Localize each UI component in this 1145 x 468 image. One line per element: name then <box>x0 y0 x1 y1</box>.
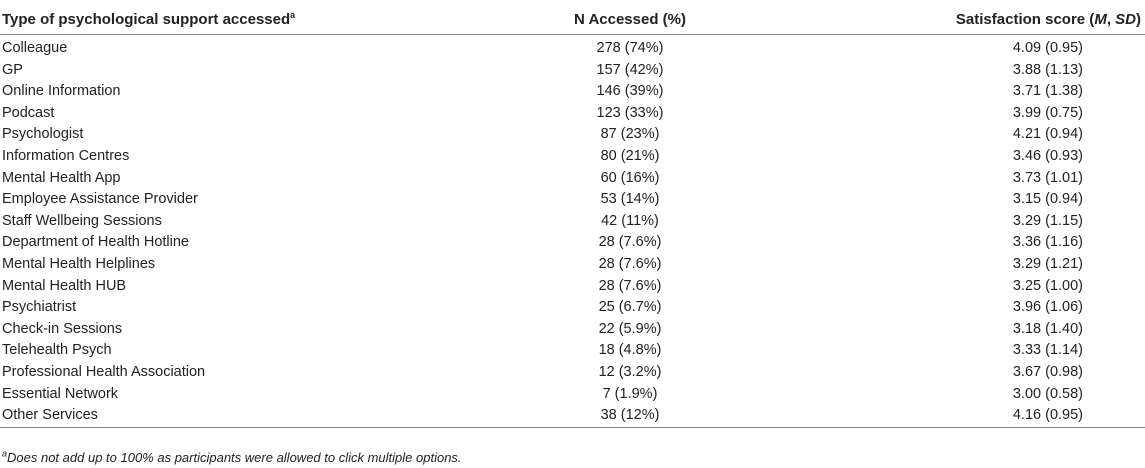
table-row <box>0 405 1145 427</box>
cell-support-type: Other Services <box>0 405 480 427</box>
table-footnote <box>2 450 462 465</box>
table-row <box>0 103 1145 125</box>
cell-n-accessed: 123 (33%) <box>596 104 664 121</box>
cell-satisfaction-score: 3.29 (1.15) <box>1012 212 1083 229</box>
table-row <box>0 362 1145 384</box>
cell-support-type: Mental Health App <box>2 169 121 186</box>
cell-support-type: Colleague <box>2 40 68 56</box>
cell-satisfaction-score: 3.71 (1.38) <box>1012 83 1083 100</box>
cell-support-type: Essential Network <box>2 385 119 402</box>
cell-n-accessed: 53 (14%) <box>600 191 660 208</box>
header-sat-sep: , <box>1106 10 1116 28</box>
cell-satisfaction-score: 3.15 (0.94) <box>1012 191 1083 208</box>
cell-satisfaction-score: 3.46 (0.93) <box>1012 147 1083 164</box>
footnote-marker: a <box>2 448 8 459</box>
header-support-type <box>0 4 480 35</box>
cell-n-accessed: 38 (12%) <box>480 405 780 427</box>
cell-satisfaction-score: 3.73 (1.01) <box>1012 169 1083 186</box>
table-row <box>0 124 1145 146</box>
cell-support-type: Mental Health HUB <box>2 277 127 294</box>
cell-support-type: Employee Assistance Provider <box>2 191 198 208</box>
cell-support-type: Telehealth Psych <box>2 342 112 359</box>
cell-n-accessed: 87 (23%) <box>600 126 660 143</box>
table-body <box>0 35 1145 428</box>
table-row <box>0 232 1145 254</box>
table-row <box>0 319 1145 341</box>
cell-n-accessed: 80 (21%) <box>600 147 660 164</box>
cell-satisfaction-score: 3.99 (0.75) <box>1012 104 1083 121</box>
cell-n-accessed: 28 (7.6%) <box>598 277 662 294</box>
table-row <box>0 168 1145 190</box>
cell-satisfaction-score: 3.36 (1.16) <box>1012 234 1083 251</box>
cell-support-type: Information Centres <box>2 147 130 164</box>
header-n-accessed: N Accessed (%) <box>480 4 780 35</box>
table-row <box>0 254 1145 276</box>
header-sat-prefix: Satisfaction score ( <box>955 10 1095 28</box>
cell-n-accessed: 60 (16%) <box>600 169 660 186</box>
table-row <box>0 81 1145 103</box>
table-row <box>0 340 1145 362</box>
cell-n-accessed: 25 (6.7%) <box>598 299 662 316</box>
cell-n-accessed: 12 (3.2%) <box>598 363 662 380</box>
cell-support-type: Professional Health Association <box>2 363 206 380</box>
cell-n-accessed: 157 (42%) <box>596 61 664 78</box>
cell-satisfaction-score: 3.67 (0.98) <box>1012 363 1083 380</box>
psychological-support-table <box>0 4 1145 428</box>
table-row <box>0 211 1145 233</box>
cell-satisfaction-score: 3.18 (1.40) <box>1012 320 1083 337</box>
cell-n-accessed: 146 (39%) <box>596 83 664 100</box>
header-footnote-marker: a <box>290 9 296 20</box>
cell-n-accessed: 18 (4.8%) <box>598 342 662 359</box>
cell-satisfaction-score: 4.21 (0.94) <box>1012 126 1083 143</box>
cell-support-type: Psychologist <box>2 126 84 143</box>
cell-support-type: Psychiatrist <box>2 299 77 316</box>
table-row <box>0 189 1145 211</box>
cell-satisfaction-score: 3.25 (1.00) <box>1012 277 1083 294</box>
cell-satisfaction-score: 3.33 (1.14) <box>1012 342 1083 359</box>
header-sat-sd: SD <box>1115 10 1136 28</box>
cell-support-type: GP <box>2 61 23 78</box>
cell-n-accessed: 42 (11%) <box>601 212 659 229</box>
cell-support-type: Podcast <box>2 104 55 121</box>
cell-satisfaction-score: 4.09 (0.95) <box>1012 40 1083 56</box>
cell-satisfaction-score: 3.88 (1.13) <box>1012 61 1083 78</box>
cell-satisfaction-score: 3.96 (1.06) <box>1012 299 1083 316</box>
header-sat-m: M <box>1094 10 1107 28</box>
table-row <box>0 146 1145 168</box>
cell-support-type: Mental Health Helplines <box>2 255 156 272</box>
cell-support-type: Staff Wellbeing Sessions <box>2 212 162 229</box>
cell-support-type: Check-in Sessions <box>2 320 123 337</box>
header-satisfaction-score <box>780 4 1145 35</box>
cell-support-type: Department of Health Hotline <box>2 234 189 251</box>
cell-satisfaction-score: 3.00 (0.58) <box>1012 385 1083 402</box>
table-row <box>0 35 1145 60</box>
table-row <box>0 384 1145 406</box>
footnote-text: Does not add up to 100% as participants were allowed to click multiple options. <box>7 450 462 465</box>
table-header <box>0 4 1145 35</box>
cell-n-accessed: 278 (74%) <box>596 40 664 56</box>
cell-n-accessed: 28 (7.6%) <box>598 255 662 272</box>
cell-n-accessed: 28 (7.6%) <box>598 234 662 251</box>
cell-satisfaction-score: 4.16 (0.95) <box>780 405 1145 427</box>
cell-satisfaction-score: 3.29 (1.21) <box>1012 255 1083 272</box>
header-sat-suffix: ) <box>1136 10 1141 28</box>
data-table-container <box>0 4 1145 428</box>
table-row <box>0 276 1145 298</box>
cell-support-type: Online Information <box>2 83 121 100</box>
cell-n-accessed: 22 (5.9%) <box>598 320 662 337</box>
header-row <box>0 4 1145 35</box>
table-row <box>0 297 1145 319</box>
header-support-type-label: Type of psychological support accessed <box>2 10 291 28</box>
table-row <box>0 60 1145 82</box>
cell-n-accessed: 7 (1.9%) <box>602 385 658 402</box>
